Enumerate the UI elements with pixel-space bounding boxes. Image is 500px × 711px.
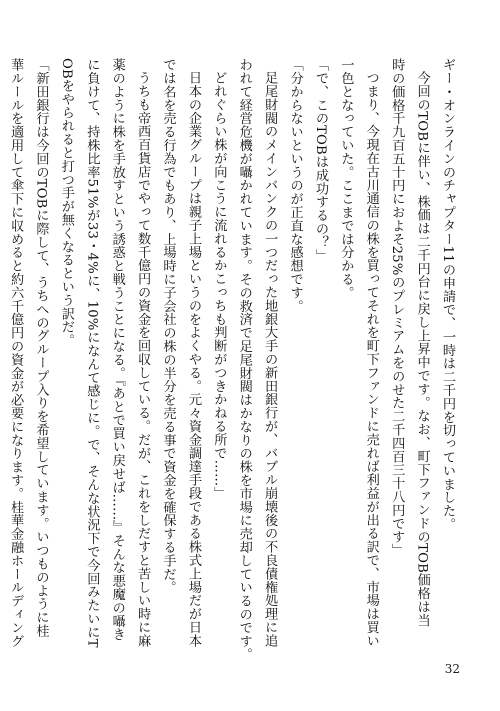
text-line: 今回のTOBに伴い、株価は二千円台に戻し上昇中です。なお、町下ファンドのTOB価格は当 <box>414 71 430 627</box>
text-line: われて経営危機が囁かれています。その救済で足尾財閥はかなりの株を市場に売却しているのです。 <box>236 58 252 661</box>
text-line: つまり、今現在古川通信の株を買ってそれを町下ファンドに売れば利益が出る訳で、市場は買い <box>363 71 379 648</box>
text-line: 一色となっていた。ここまでは分かる。 <box>338 58 354 300</box>
text-line: うちも帝西百貨店でやって数千億円の資金を回収している。だが、これをしだすと苦しい時に麻 <box>135 71 151 648</box>
text-line: ギー・オンラインのチャプター11の申請で、一時は二千円を切っていました。 <box>440 58 455 531</box>
text-line: では名を売る行為でもあり、上場時に子会社の株の半分を売る事で資金を確保する手だ。 <box>160 58 176 594</box>
page-number: 32 <box>444 662 460 676</box>
text-line: どれぐらい株が向こうに流れるかこっちも判断がつきかねる所で……」 <box>211 71 227 500</box>
text-line: 「新田銀行は今回のTOBに際して、うちへのグループ入りを希望しています。いつものように桂 <box>33 58 49 638</box>
text-line: 「分からないというのが正直な感想です。 <box>287 58 303 313</box>
text-line: 足尾財閥のメインバンクの一つだった地銀大手の新田銀行が、バブル崩壊後の不良債権処理に追 <box>262 71 278 648</box>
text-line: 時の価格千九百五十円におよそ25%のプレミアムをのせた二千四百三十八円です」 <box>389 58 405 557</box>
text-line: 薬のように株を手放すという誘惑と戦うことになる。『あとで買い戻せば……』そんな悪魔の囁き <box>109 58 125 641</box>
text-line: 「で、このTOBは成功するの？」 <box>312 58 328 263</box>
text-line: OBをやられると打つ手が無くなるという訳だ。 <box>58 58 74 347</box>
text-line: 華ルールを適用して傘下に収めると約六千億円の資金が必要になります。桂華金融ホールディング <box>8 58 24 648</box>
vertical-text-body <box>8 58 460 661</box>
text-line: に負けて、持株比率51%が33・4%に、10%になんて感じに。で、そんな状況下で今回みたいにT <box>84 58 100 648</box>
text-line: 日本の企業グループは親子上場というのをよくやる。元々資金調達手段である株式上場だが日本 <box>185 71 201 648</box>
